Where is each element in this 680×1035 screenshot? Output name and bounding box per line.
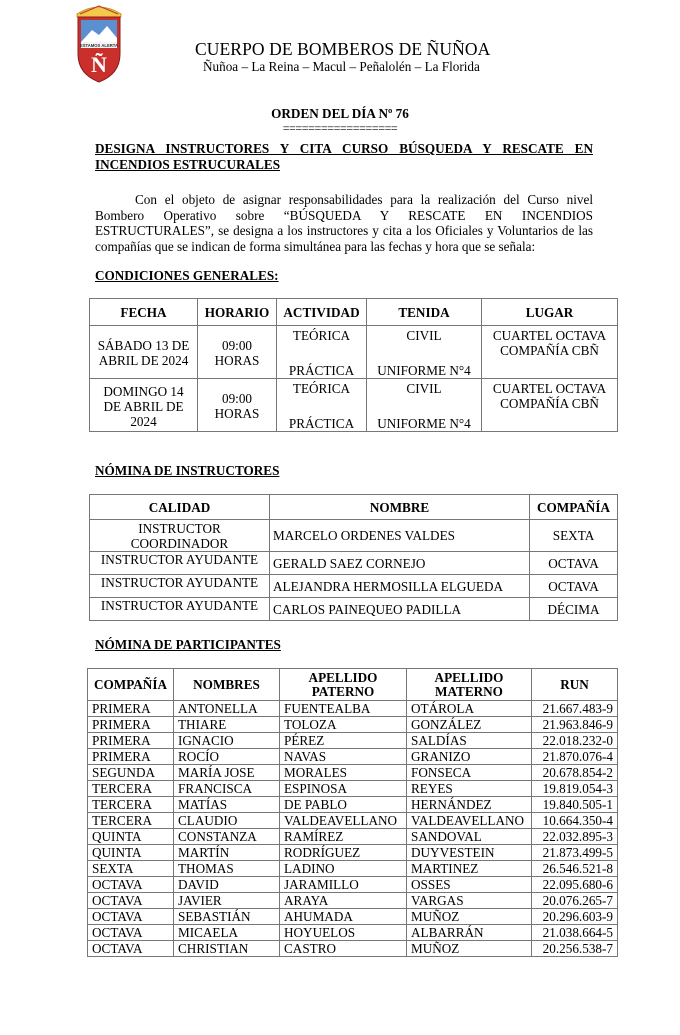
run-cell: 22.032.895-3	[532, 829, 618, 845]
run-cell: 19.819.054-3	[532, 781, 618, 797]
fire-department-emblem	[74, 2, 124, 84]
participants-table	[87, 668, 618, 957]
company-cell: OCTAVA	[530, 552, 618, 575]
table-row	[88, 797, 618, 813]
table-row	[90, 520, 618, 552]
activity-theory: TEÓRICA	[292, 381, 351, 396]
maternal-surname-cell: SALDÍAS	[407, 733, 532, 749]
paternal-surname-cell: NAVAS	[280, 749, 407, 765]
company-cell: SEXTA	[88, 861, 174, 877]
header-date: FECHA	[90, 299, 198, 326]
paternal-surname-cell: LADINO	[280, 861, 407, 877]
company-cell: OCTAVA	[88, 909, 174, 925]
first-names-cell: IGNACIO	[174, 733, 280, 749]
name-cell: GERALD SAEZ CORNEJO	[270, 552, 530, 575]
maternal-surname-cell: MARTINEZ	[407, 861, 532, 877]
run-cell: 20.296.603-9	[532, 909, 618, 925]
first-names-cell: CLAUDIO	[174, 813, 280, 829]
table-row	[90, 598, 618, 621]
company-cell: DÉCIMA	[530, 598, 618, 621]
run-cell: 21.873.499-5	[532, 845, 618, 861]
header-maternal-surname: APELLIDO MATERNO	[407, 669, 532, 701]
table-row	[88, 765, 618, 781]
first-names-cell: MARÍA JOSE	[174, 765, 280, 781]
maternal-surname-cell: MUÑOZ	[407, 909, 532, 925]
run-cell: 21.038.664-5	[532, 925, 618, 941]
first-names-cell: FRANCISCA	[174, 781, 280, 797]
maternal-surname-cell: VARGAS	[407, 893, 532, 909]
run-cell: 26.546.521-8	[532, 861, 618, 877]
title-rule: ==================	[282, 121, 398, 135]
run-cell: 10.664.350-4	[532, 813, 618, 829]
first-names-cell: ROCÍO	[174, 749, 280, 765]
table-header-row	[88, 669, 618, 701]
paternal-surname-cell: MORALES	[280, 765, 407, 781]
attire-uniform: UNIFORME N°4	[377, 363, 471, 378]
role-cell: INSTRUCTOR AYUDANTE	[90, 575, 270, 598]
header-run: RUN	[532, 669, 618, 701]
run-cell: 22.095.680-6	[532, 877, 618, 893]
company-cell: SEGUNDA	[88, 765, 174, 781]
name-cell: MARCELO ORDENES VALDES	[270, 520, 530, 552]
activity-theory: TEÓRICA	[292, 328, 351, 343]
participants-heading: NÓMINA DE PARTICIPANTES	[95, 637, 281, 652]
table-row	[90, 575, 618, 598]
name-cell: CARLOS PAINEQUEO PADILLA	[270, 598, 530, 621]
header-attire: TENIDA	[367, 299, 482, 326]
company-cell: OCTAVA	[88, 941, 174, 957]
table-row	[90, 326, 618, 379]
instructors-table	[89, 494, 618, 621]
table-row	[88, 781, 618, 797]
first-names-cell: CONSTANZA	[174, 829, 280, 845]
table-row	[88, 861, 618, 877]
table-row	[88, 845, 618, 861]
header-name: NOMBRE	[270, 495, 530, 520]
first-names-cell: THIARE	[174, 717, 280, 733]
table-row	[88, 877, 618, 893]
name-cell: ALEJANDRA HERMOSILLA ELGUEDA	[270, 575, 530, 598]
header-role: CALIDAD	[90, 495, 270, 520]
company-cell: PRIMERA	[88, 733, 174, 749]
company-cell: TERCERA	[88, 797, 174, 813]
table-row	[90, 552, 618, 575]
header-first-names: NOMBRES	[174, 669, 280, 701]
first-names-cell: MICAELA	[174, 925, 280, 941]
paternal-surname-cell: VALDEAVELLANO	[280, 813, 407, 829]
table-header-row	[90, 495, 618, 520]
run-cell: 20.678.854-2	[532, 765, 618, 781]
header-activity: ACTIVIDAD	[277, 299, 367, 326]
first-names-cell: DAVID	[174, 877, 280, 893]
table-row	[88, 909, 618, 925]
activity-cell	[277, 326, 367, 379]
paternal-surname-cell: FUENTEALBA	[280, 701, 407, 717]
company-cell: SEXTA	[530, 520, 618, 552]
header-time: HORARIO	[198, 299, 277, 326]
first-names-cell: SEBASTIÁN	[174, 909, 280, 925]
attire-cell	[367, 326, 482, 379]
table-row	[88, 701, 618, 717]
time-cell: 09:00 HORAS	[198, 379, 277, 432]
table-row	[88, 925, 618, 941]
table-row	[90, 379, 618, 432]
run-cell: 19.840.505-1	[532, 797, 618, 813]
header-place: LUGAR	[482, 299, 618, 326]
company-cell: PRIMERA	[88, 749, 174, 765]
paternal-surname-cell: JARAMILLO	[280, 877, 407, 893]
maternal-surname-cell: FONSECA	[407, 765, 532, 781]
activity-practice: PRÁCTICA	[288, 416, 355, 431]
company-cell: TERCERA	[88, 781, 174, 797]
first-names-cell: CHRISTIAN	[174, 941, 280, 957]
maternal-surname-cell: ALBARRÁN	[407, 925, 532, 941]
table-row	[88, 941, 618, 957]
paternal-surname-cell: RODRÍGUEZ	[280, 845, 407, 861]
role-cell: INSTRUCTOR AYUDANTE	[90, 552, 270, 575]
table-row	[88, 813, 618, 829]
table-row	[88, 749, 618, 765]
communes-line: Ñuñoa – La Reina – Macul – Peñalolén – La Florida	[203, 59, 480, 74]
company-cell: OCTAVA	[88, 893, 174, 909]
participants-rows	[88, 701, 618, 957]
attire-civil: CIVIL	[406, 381, 442, 396]
company-cell: TERCERA	[88, 813, 174, 829]
conditions-table	[89, 298, 618, 432]
date-cell: DOMINGO 14 DE ABRIL DE 2024	[90, 379, 198, 432]
attire-uniform: UNIFORME N°4	[377, 416, 471, 431]
attire-cell	[367, 379, 482, 432]
first-names-cell: MATÍAS	[174, 797, 280, 813]
paternal-surname-cell: AHUMADA	[280, 909, 407, 925]
paternal-surname-cell: PÉREZ	[280, 733, 407, 749]
maternal-surname-cell: OTÁROLA	[407, 701, 532, 717]
order-subject: DESIGNA INSTRUCTORES Y CITA CURSO BÚSQUEDA Y RESCATE EN INCENDIOS ESTRUCURALES	[95, 141, 593, 172]
maternal-surname-cell: DUYVESTEIN	[407, 845, 532, 861]
run-cell: 21.963.846-9	[532, 717, 618, 733]
maternal-surname-cell: GRANIZO	[407, 749, 532, 765]
maternal-surname-cell: GONZÁLEZ	[407, 717, 532, 733]
activity-cell	[277, 379, 367, 432]
company-cell: QUINTA	[88, 829, 174, 845]
run-cell: 21.870.076-4	[532, 749, 618, 765]
header-company: COMPAÑÍA	[88, 669, 174, 701]
run-cell: 22.018.232-0	[532, 733, 618, 749]
maternal-surname-cell: VALDEAVELLANO	[407, 813, 532, 829]
intro-text: Con el objeto de asignar responsabilidades para la realización del Curso nivel Bombero Operativo sobre “BÚSQUEDA Y RESCATE EN INCENDIOS ESTRUCTURALES”, se designa a los instructores y cita a los Oficiales y Voluntarios de las compañías que se indican de forma simultánea para las fechas y hora que se señala:	[95, 192, 593, 254]
run-cell: 20.256.538-7	[532, 941, 618, 957]
paternal-surname-cell: HOYUELOS	[280, 925, 407, 941]
company-cell: PRIMERA	[88, 701, 174, 717]
run-cell: 21.667.483-9	[532, 701, 618, 717]
first-names-cell: THOMAS	[174, 861, 280, 877]
paternal-surname-cell: TOLOZA	[280, 717, 407, 733]
company-cell: OCTAVA	[530, 575, 618, 598]
svg-text:ESTAMOS ALERTA: ESTAMOS ALERTA	[79, 42, 119, 48]
organization-name: CUERPO DE BOMBEROS DE ÑUÑOA	[195, 39, 491, 59]
svg-text:Ñ: Ñ	[91, 52, 107, 77]
paternal-surname-cell: ESPINOSA	[280, 781, 407, 797]
header-paternal-surname: APELLIDO PATERNO	[280, 669, 407, 701]
maternal-surname-cell: OSSES	[407, 877, 532, 893]
place-cell: CUARTEL OCTAVA COMPAÑÍA CBÑ	[482, 326, 618, 379]
table-header-row	[90, 299, 618, 326]
table-row	[88, 829, 618, 845]
first-names-cell: ANTONELLA	[174, 701, 280, 717]
first-names-cell: MARTÍN	[174, 845, 280, 861]
header-company: COMPAÑÍA	[530, 495, 618, 520]
company-cell: OCTAVA	[88, 925, 174, 941]
company-cell: OCTAVA	[88, 877, 174, 893]
time-cell: 09:00 HORAS	[198, 326, 277, 379]
maternal-surname-cell: SANDOVAL	[407, 829, 532, 845]
order-title: ORDEN DEL DÍA Nº 76	[271, 106, 409, 121]
paternal-surname-cell: RAMÍREZ	[280, 829, 407, 845]
first-names-cell: JAVIER	[174, 893, 280, 909]
company-cell: PRIMERA	[88, 717, 174, 733]
maternal-surname-cell: MUÑOZ	[407, 941, 532, 957]
paternal-surname-cell: CASTRO	[280, 941, 407, 957]
date-cell: SÁBADO 13 DE ABRIL DE 2024	[90, 326, 198, 379]
intro-paragraph	[95, 192, 593, 254]
maternal-surname-cell: HERNÁNDEZ	[407, 797, 532, 813]
run-cell: 20.076.265-7	[532, 893, 618, 909]
paternal-surname-cell: ARAYA	[280, 893, 407, 909]
table-row	[88, 733, 618, 749]
maternal-surname-cell: REYES	[407, 781, 532, 797]
paternal-surname-cell: DE PABLO	[280, 797, 407, 813]
table-row	[88, 717, 618, 733]
place-cell: CUARTEL OCTAVA COMPAÑÍA CBÑ	[482, 379, 618, 432]
attire-civil: CIVIL	[406, 328, 442, 343]
role-cell: INSTRUCTOR COORDINADOR	[90, 520, 270, 552]
conditions-heading: CONDICIONES GENERALES:	[95, 268, 279, 283]
instructors-heading: NÓMINA DE INSTRUCTORES	[95, 463, 280, 478]
company-cell: QUINTA	[88, 845, 174, 861]
table-row	[88, 893, 618, 909]
activity-practice: PRÁCTICA	[288, 363, 355, 378]
role-cell: INSTRUCTOR AYUDANTE	[90, 598, 270, 621]
